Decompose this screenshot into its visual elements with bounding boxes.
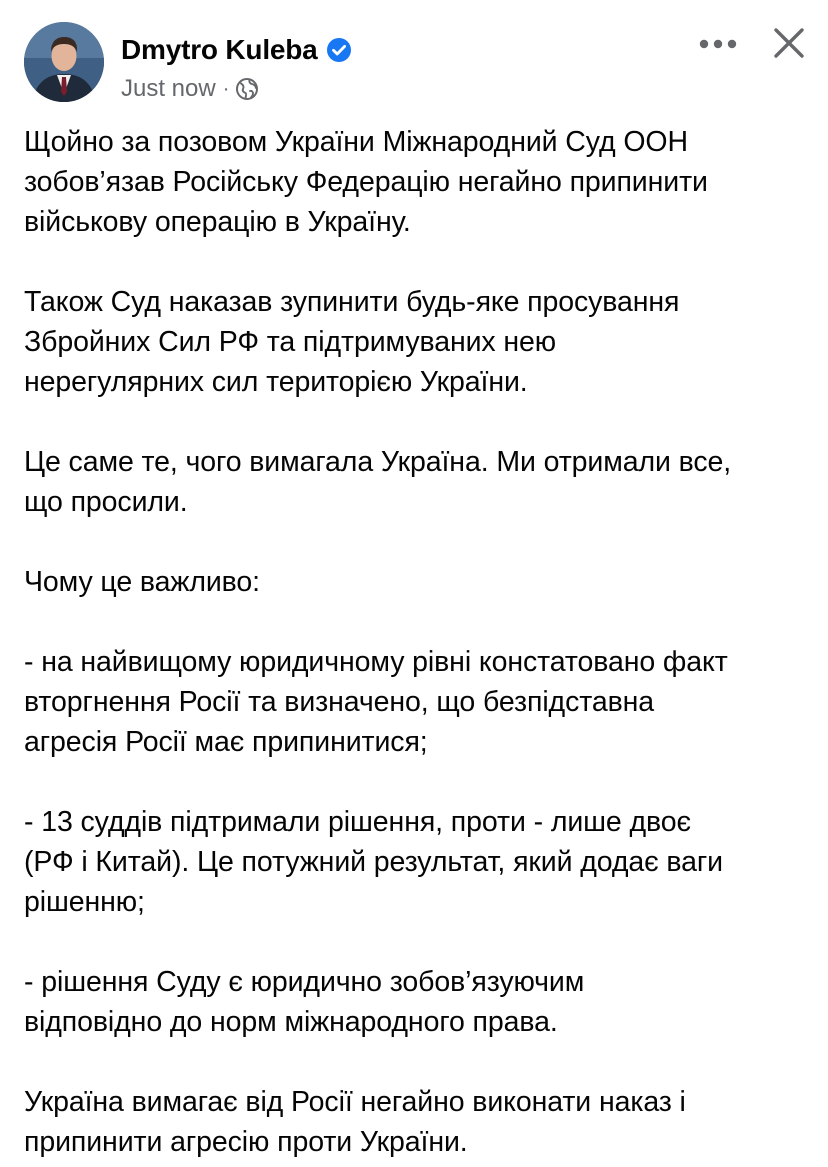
more-options-button[interactable] (692, 24, 744, 64)
close-icon (772, 26, 806, 60)
meta-separator: · (222, 77, 230, 100)
post-meta (121, 74, 259, 104)
post-header (0, 0, 828, 110)
post-paragraph: Також Суд наказав зупинити будь-яке просування Збройних Сил РФ та підтримуваних нею нерегулярних сил територією України. (24, 286, 680, 398)
globe-icon[interactable] (235, 77, 259, 101)
post-timestamp[interactable]: Just now (121, 75, 216, 102)
close-post-button[interactable] (766, 20, 812, 66)
post-body (24, 122, 814, 1162)
post-paragraph: - рішення Суду є юридично зобов’язуючим відповідно до норм міжнародного права. (24, 966, 585, 1038)
verified-badge-icon (326, 37, 352, 63)
more-horizontal-icon (698, 38, 738, 50)
author-name[interactable]: Dmytro Kuleba (121, 34, 318, 65)
avatar-portrait-icon (24, 22, 104, 102)
post-paragraph: Щойно за позовом України Міжнародний Суд ООН зобов’язав Російську Федерацію негайно припинити військову операцію в Україну. (24, 126, 708, 238)
post-paragraph: Чому це важливо: (24, 566, 260, 598)
author-avatar[interactable] (24, 22, 104, 102)
post-paragraph: - на найвищому юридичному рівні констатовано факт вторгнення Росії та визначено, що безпідставна агресія Росії має припинитися; (24, 646, 728, 758)
post-paragraph: Україна вимагає від Росії негайно виконати наказ і припинити агресію проти України. (24, 1086, 686, 1158)
post-paragraph: - 13 суддів підтримали рішення, проти - лише двоє (РФ і Китай). Це потужний результат, який додає ваги рішенню; (24, 806, 724, 918)
author-row (121, 32, 352, 68)
post-paragraph: Це саме те, чого вимагала Україна. Ми отримали все, що просили. (24, 446, 732, 518)
